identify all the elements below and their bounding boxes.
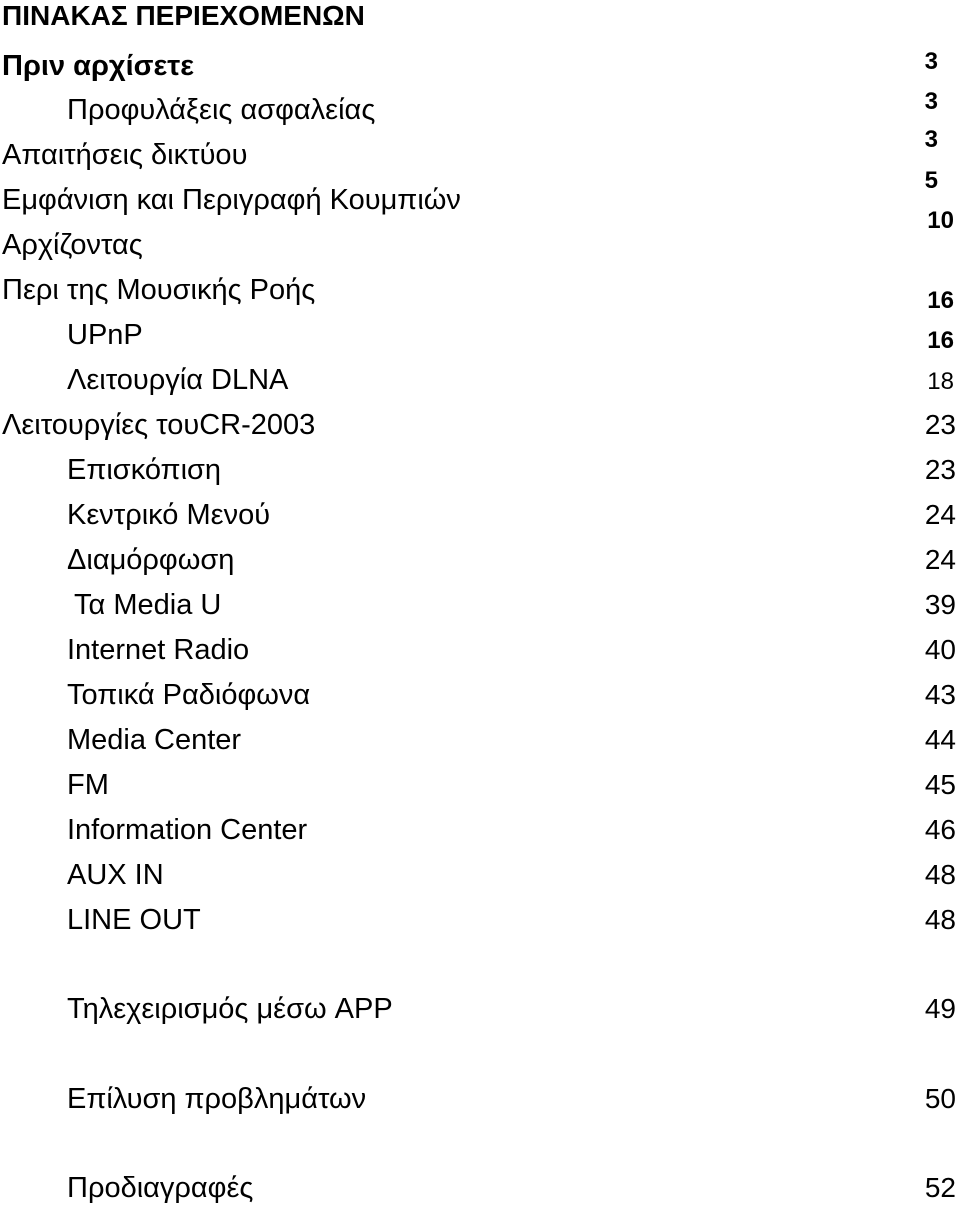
toc-page-number: 49	[924, 993, 956, 1024]
toc-entry: LINE OUT	[67, 904, 201, 936]
toc-page-number: 24	[924, 544, 956, 575]
toc-page-number: 23	[924, 409, 956, 440]
toc-page-number: 48	[924, 904, 956, 935]
toc-entry: Πριν αρχίσετε	[2, 50, 194, 82]
toc-page-number: 52	[924, 1172, 956, 1203]
toc-entry: Τοπικά Ραδιόφωνα	[67, 679, 311, 711]
toc-entry: Λειτουργίες τουCR-2003	[2, 409, 316, 441]
toc-page-number: 46	[924, 814, 956, 845]
toc-entry: Περι της Μουσικής Ροής	[2, 274, 316, 306]
toc-page-number: 5	[924, 167, 938, 194]
toc-page-number: 50	[924, 1083, 956, 1114]
toc-entry: Information Center	[67, 814, 308, 846]
toc-entry: Internet Radio	[67, 634, 250, 666]
toc-page-number: 44	[924, 724, 956, 755]
toc-page-number: 43	[924, 679, 956, 710]
toc-title: ΠΙΝΑΚΑΣ ΠΕΡΙΕΧΟΜΕΝΩΝ	[2, 0, 365, 31]
toc-page-number: 39	[924, 589, 956, 620]
toc-page-number: 23	[924, 454, 956, 485]
toc-entry: Τηλεχειρισμός μέσω APP	[67, 993, 393, 1025]
toc-entry: AUX IN	[67, 859, 164, 891]
toc-entry: Επίλυση προβλημάτων	[67, 1083, 367, 1115]
toc-entry: Λειτουργία DLNA	[67, 364, 289, 396]
toc-page-number: 48	[924, 859, 956, 890]
toc-entry: Εμφάνιση και Περιγραφή Κουμπιών	[2, 184, 461, 216]
toc-entry: Προδιαγραφές	[67, 1172, 254, 1204]
toc-page-number: 16	[927, 327, 954, 354]
toc-page-number: 10	[927, 207, 954, 234]
toc-entry: Media Center	[67, 724, 242, 756]
toc-entry: Κεντρικό Μενού	[67, 499, 271, 531]
toc-page-number: 24	[924, 499, 956, 530]
toc-page-number: 3	[924, 126, 938, 153]
toc-entry: Αρχίζοντας	[2, 229, 143, 261]
toc-page-number: 16	[927, 287, 954, 314]
toc-page-number: 45	[924, 769, 956, 800]
toc-page-number: 3	[924, 88, 938, 115]
toc-entry: UPnP	[67, 319, 143, 351]
toc-entry: Επισκόπιση	[67, 454, 222, 486]
toc-entry: Διαμόρφωση	[67, 544, 235, 576]
toc-entry: Τα Media U	[74, 589, 222, 621]
toc-page-number: 18	[927, 368, 954, 395]
toc-page-number: 40	[924, 634, 956, 665]
toc-page-number: 3	[924, 48, 938, 75]
toc-entry: Προφυλάξεις ασφαλείας	[67, 94, 376, 126]
toc-entry: Απαιτήσεις δικτύου	[2, 139, 248, 171]
toc-entry: FM	[67, 769, 109, 801]
